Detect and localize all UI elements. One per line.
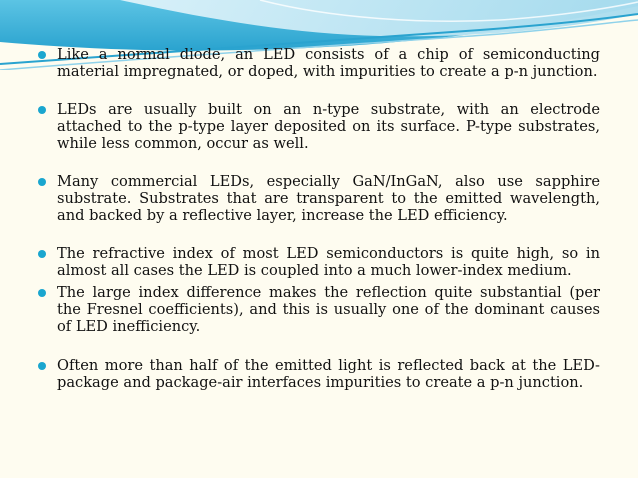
bullet-text: LEDs are usually built on an n-type substrate, with an electrode attached to the p-type layer deposited on its surface. P-type substrates, while less common, occur as well. xyxy=(57,101,600,152)
bullet-marker xyxy=(38,106,46,114)
bullet-item xyxy=(38,284,600,335)
bullet-item xyxy=(38,173,600,224)
bullet-marker xyxy=(38,51,46,59)
bullet-text: The refractive index of most LED semiconductors is quite high, so in almost all cases the LED is coupled into a much lower-index medium. xyxy=(57,245,600,279)
bullet-text: Like a normal diode, an LED consists of a chip of semiconducting material impregnated, or doped, with impurities to create a p-n junction. xyxy=(57,46,600,80)
bullet-text: Many commercial LEDs, especially GaN/InGaN, also use sapphire substrate. Substrates that are transparent to the emitted wavelength, and backed by a reflective layer, increase the LED efficiency. xyxy=(57,173,600,224)
bullet-item xyxy=(38,46,600,80)
bullet-text: Often more than half of the emitted light is reflected back at the LED-package and package-air interfaces impurities to create a p-n junction. xyxy=(57,357,600,391)
bullet-list xyxy=(38,46,600,391)
bullet-marker xyxy=(38,250,46,258)
bullet-marker xyxy=(38,178,46,186)
bullet-marker xyxy=(38,289,46,297)
bullet-item xyxy=(38,101,600,152)
bullet-item xyxy=(38,357,600,391)
bullet-item xyxy=(38,245,600,279)
bullet-marker xyxy=(38,362,46,370)
bullet-text: The large index difference makes the reflection quite substantial (per the Fresnel coefficients), and this is usually one of the dominant causes of LED inefficiency. xyxy=(57,284,600,335)
